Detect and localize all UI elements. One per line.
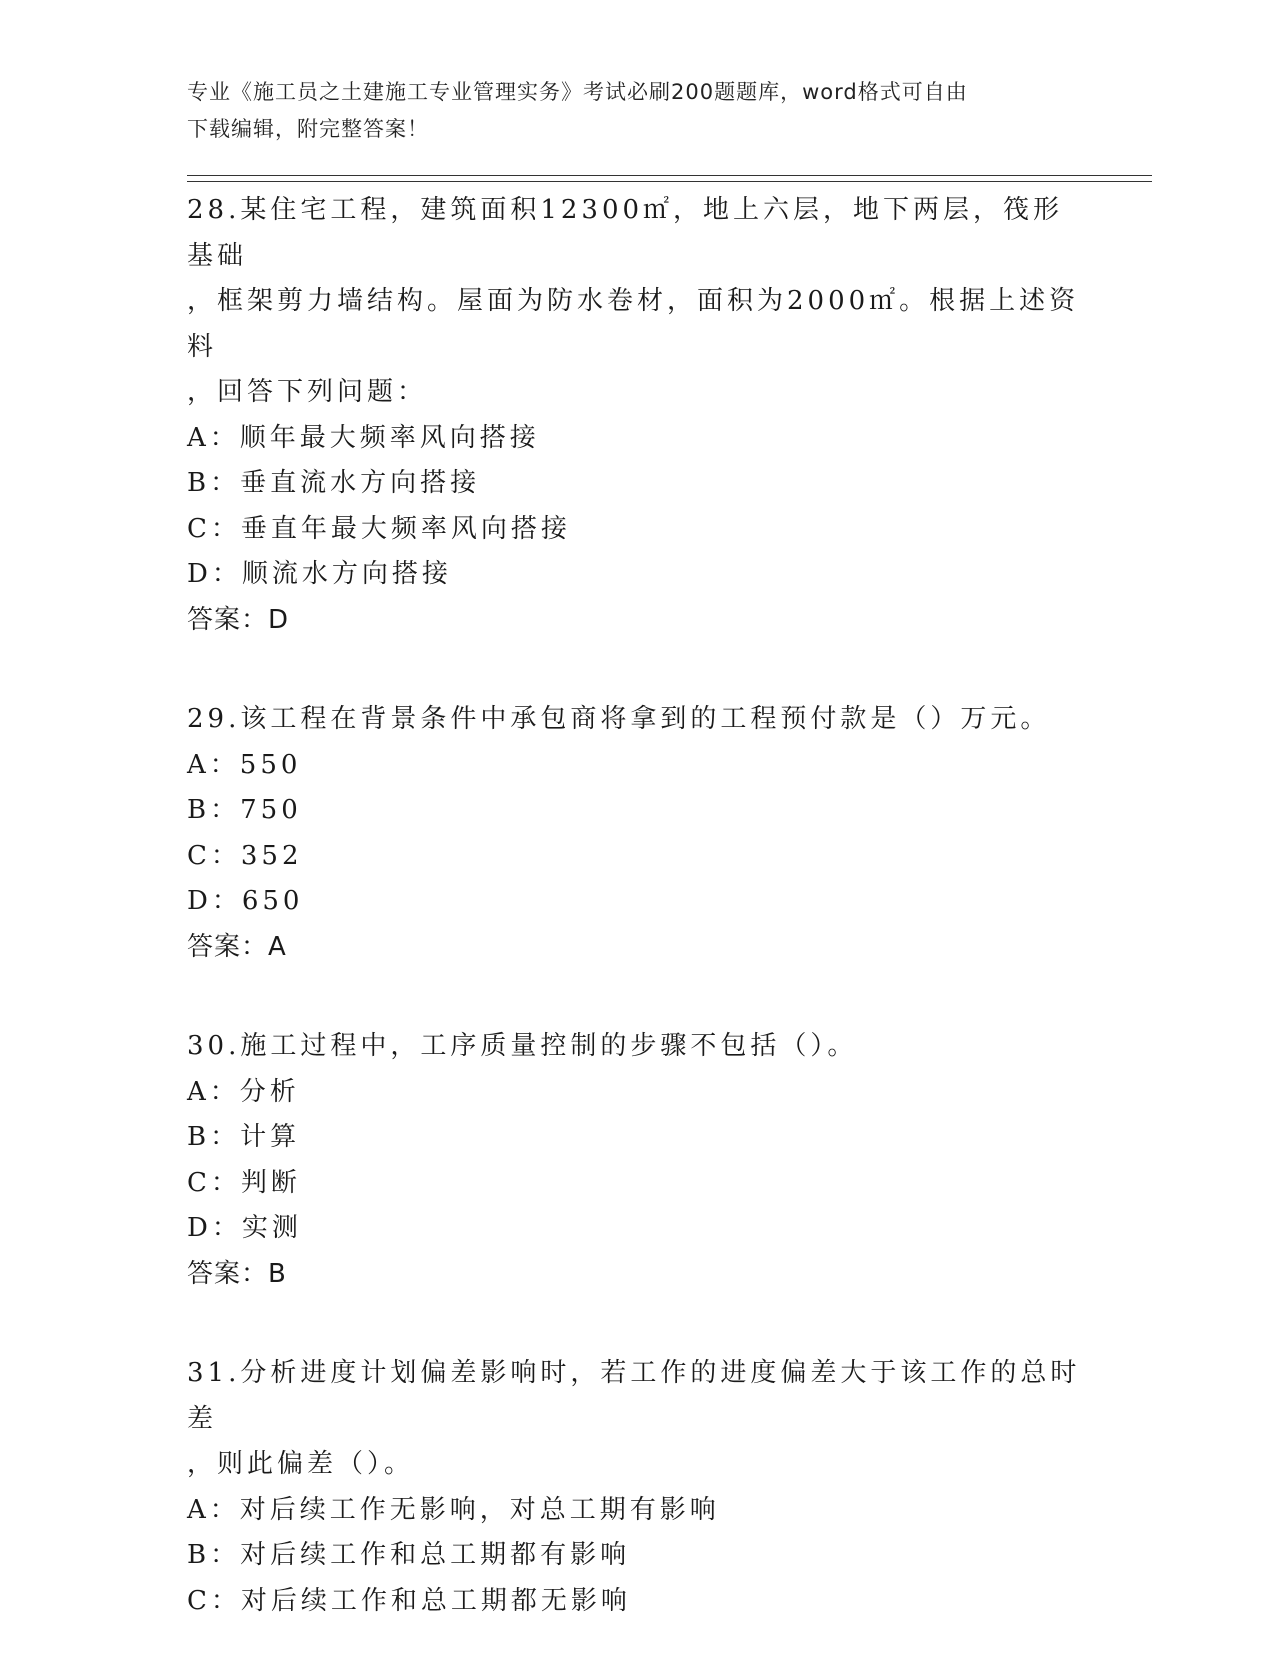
question-28	[187, 188, 1087, 643]
question-29	[187, 697, 1087, 970]
document-header	[187, 74, 1067, 148]
question-stem	[187, 188, 1087, 416]
option-d: D：顺流水方向搭接	[187, 559, 452, 589]
stem-line: ，则此偏差（）。	[187, 1449, 415, 1479]
option-d: D：实测	[187, 1213, 302, 1243]
option-b: B：对后续工作和总工期都有影响	[187, 1540, 631, 1570]
stem-line: ，框架剪力墙结构。屋面为防水卷材，面积为2000㎡。根据上述资料	[187, 286, 1080, 362]
option-a: A：对后续工作无影响，对总工期有影响	[187, 1494, 720, 1525]
question-30	[187, 1024, 1087, 1297]
stem-line: 29.该工程在背景条件中承包商将拿到的工程预付款是（）万元。	[187, 704, 1051, 734]
header-divider-top	[187, 175, 1152, 176]
answer-line: 答案：B	[187, 1258, 287, 1289]
option-c: C：对后续工作和总工期都无影响	[187, 1585, 631, 1616]
question-31	[187, 1351, 1087, 1624]
option-a: A：顺年最大频率风向搭接	[187, 422, 540, 453]
stem-line: 30.施工过程中，工序质量控制的步骤不包括（）。	[187, 1031, 858, 1061]
question-stem	[187, 697, 1087, 743]
header-line-1: 专业《施工员之土建施工专业管理实务》考试必刷200题题库，word格式可自由	[187, 80, 968, 104]
question-stem	[187, 1024, 1087, 1070]
option-c: C：判断	[187, 1167, 301, 1198]
option-b: B：垂直流水方向搭接	[187, 468, 481, 498]
option-d: D：650	[187, 886, 304, 916]
stem-line: ，回答下列问题：	[187, 377, 428, 407]
option-b: B：750	[187, 795, 302, 825]
option-c: C：352	[187, 840, 303, 871]
stem-line: 28.某住宅工程，建筑面积12300㎡，地上六层，地下两层，筏形基础	[187, 195, 1064, 271]
question-stem	[187, 1351, 1087, 1488]
option-b: B：计算	[187, 1122, 301, 1152]
answer-line: 答案：D	[187, 604, 290, 635]
option-a: A：分析	[187, 1076, 300, 1107]
stem-line: 31.分析进度计划偏差影响时，若工作的进度偏差大于该工作的总时差	[187, 1358, 1081, 1434]
question-list	[187, 188, 1087, 1678]
header-divider-bottom	[187, 181, 1152, 182]
option-c: C：垂直年最大频率风向搭接	[187, 513, 571, 544]
option-a: A：550	[187, 749, 302, 780]
header-line-2: 下载编辑，附完整答案！	[187, 117, 429, 141]
answer-line: 答案：A	[187, 931, 287, 962]
